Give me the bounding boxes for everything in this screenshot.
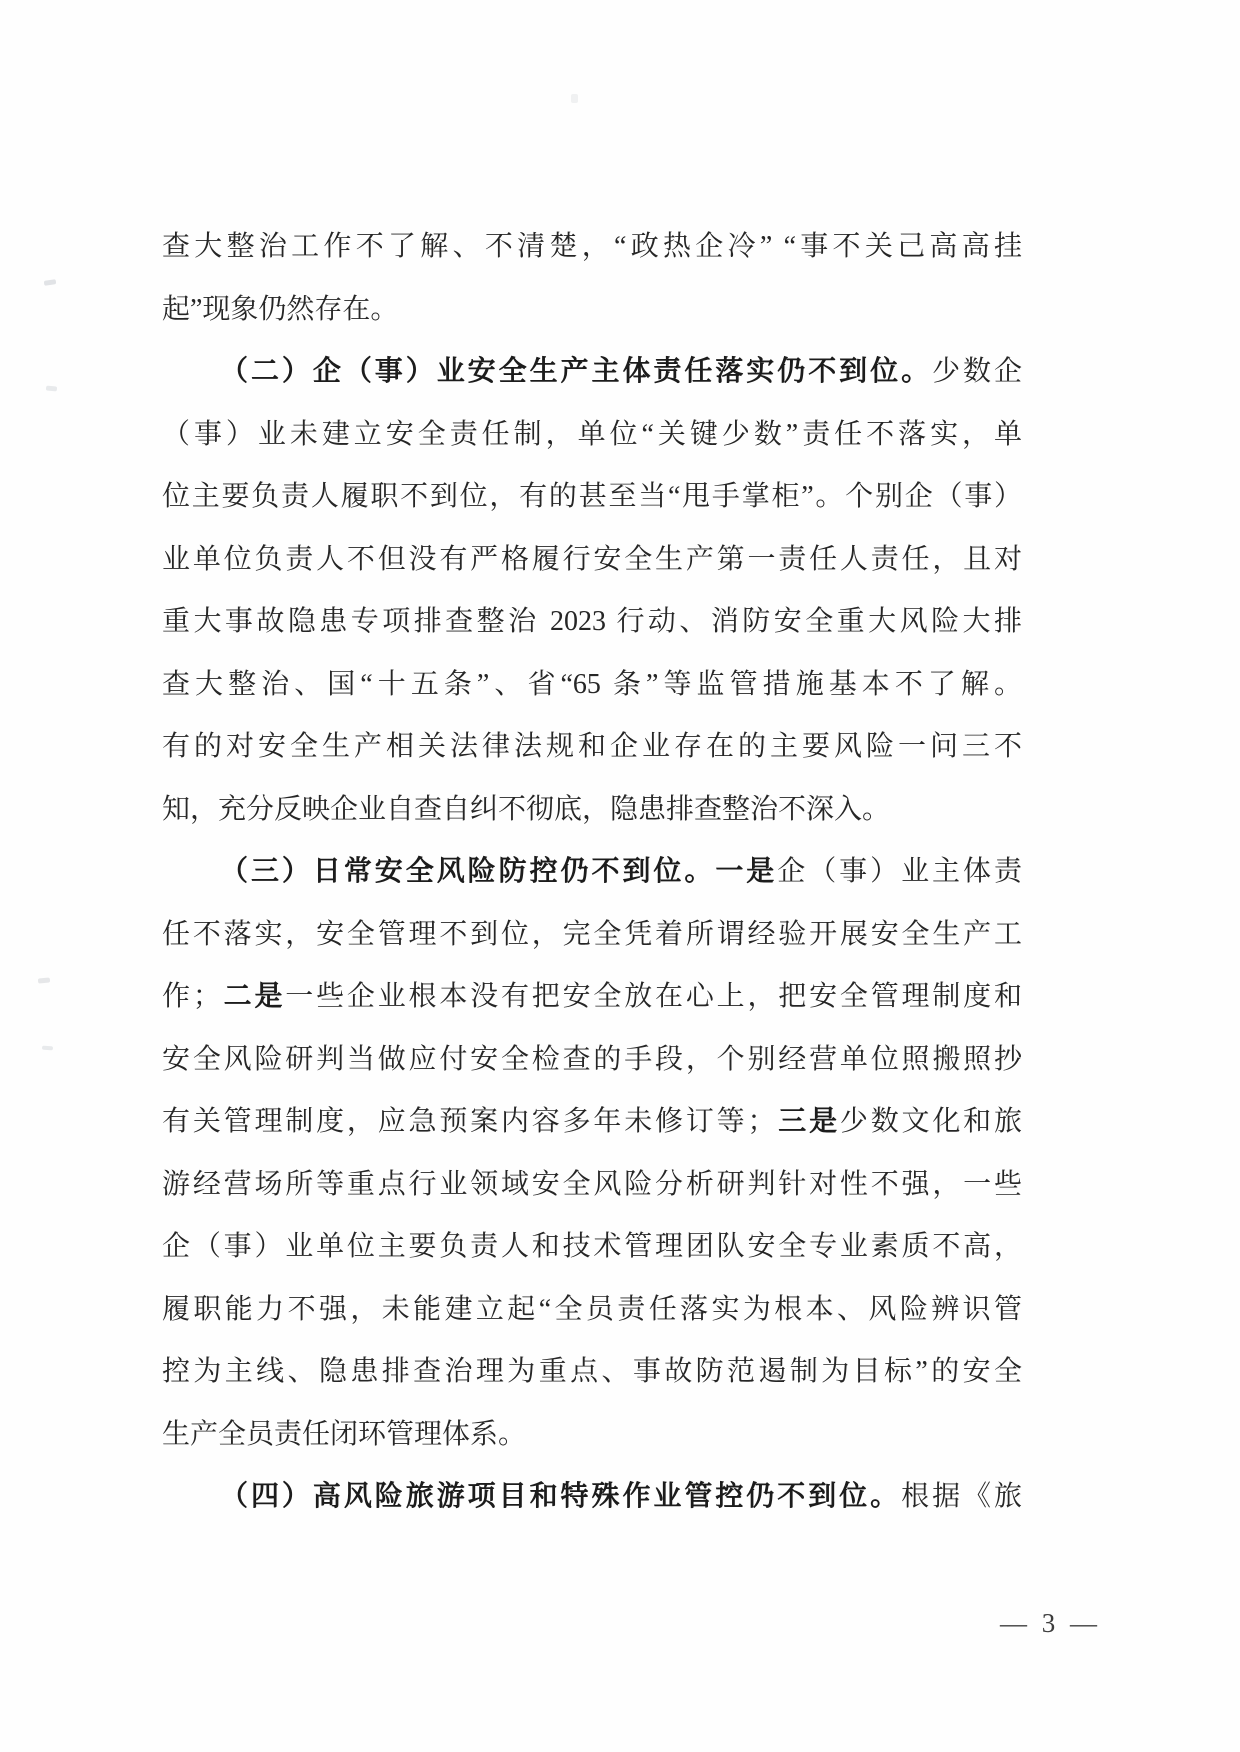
text-line: [162, 279, 1022, 342]
text-line: [162, 1154, 1022, 1217]
text-line: [162, 966, 1022, 1029]
body-text: 控为主线、隐患排查治理为重点、事故防范遏制为目标”的安全: [162, 1356, 1022, 1387]
text-line: [162, 1029, 1022, 1092]
body-text: 根据《旅: [901, 1481, 1022, 1512]
scan-artifact: [571, 94, 578, 103]
text-line: [162, 591, 1022, 654]
emphasis-text: （四）高风险旅游项目和特殊作业管控仍不到位。: [220, 1481, 902, 1512]
scan-artifact: [44, 279, 57, 286]
body-text: 游经营场所等重点行业领域安全风险分析研判针对性不强，一些: [162, 1168, 1022, 1200]
body-text: 重大事故隐患专项排查整治 2023 行动、消防安全重大风险大排: [162, 606, 1022, 637]
text-line: [162, 841, 1022, 904]
text-line: [162, 1466, 1022, 1529]
body-text: 一些企业根本没有把安全放在心上，把安全管理制度和: [285, 981, 1022, 1012]
page-number: — 3 —: [1000, 1608, 1101, 1638]
body-text: 作；: [162, 981, 221, 1012]
text-line: [162, 716, 1022, 779]
text-line: [162, 466, 1022, 529]
body-text: 知，充分反映企业自查自纠不彻底，隐患排查整治不深入。: [162, 793, 891, 825]
body-text: 有关管理制度，应急预案内容多年未修订等；: [162, 1106, 776, 1137]
body-text: 任不落实，安全管理不到位，完全凭着所谓经验开展安全生产工: [162, 918, 1022, 950]
scan-artifact: [42, 1046, 53, 1051]
body-text: 位主要负责人履职不到位，有的甚至当“甩手掌柜”。个别企（事）: [162, 481, 1022, 512]
text-line: [162, 529, 1022, 592]
body-text: 业单位负责人不但没有严格履行安全生产第一责任人责任，且对: [162, 543, 1022, 575]
text-line: [162, 1279, 1022, 1342]
scan-artifact: [38, 977, 50, 983]
text-line: [162, 1091, 1022, 1154]
body-text: 企（事）业单位主要负责人和技术管理团队安全专业素质不高，: [162, 1231, 1022, 1262]
body-text: 查大整治工作不了解、不清楚，“政热企冷” “事不关己高高挂: [162, 231, 1022, 262]
document-body: [162, 216, 1022, 1529]
text-line: [162, 1341, 1022, 1404]
text-line: [162, 1216, 1022, 1279]
body-text: 少数文化和旅: [839, 1106, 1022, 1137]
body-text: 查大整治、国“十五条”、省“65 条”等监管措施基本不了解。: [162, 668, 1022, 700]
emphasis-text: 二是: [220, 981, 286, 1012]
body-text: 起”现象仍然存在。: [162, 293, 399, 325]
text-line: [162, 904, 1022, 967]
body-text: 生产全员责任闭环管理体系。: [162, 1418, 527, 1450]
emphasis-text: 三是: [775, 1106, 840, 1137]
text-line: [162, 341, 1022, 404]
text-line: [162, 216, 1022, 279]
emphasis-text: （二）企（事）业安全生产主体责任落实仍不到位。: [220, 356, 933, 387]
emphasis-text: （三）日常安全风险防控仍不到位。: [220, 856, 716, 887]
text-line: [162, 1404, 1022, 1467]
text-line: [162, 654, 1022, 717]
body-text: 少数企: [932, 356, 1022, 387]
body-text: （事）业未建立安全责任制，单位“关键少数”责任不落实，单: [162, 418, 1022, 450]
body-text: 安全风险研判当做应付安全检查的手段，个别经营单位照搬照抄: [162, 1043, 1022, 1075]
emphasis-text: 一是: [715, 856, 778, 887]
body-text: 履职能力不强，未能建立起“全员责任落实为根本、风险辨识管: [162, 1293, 1022, 1325]
body-text: 企（事）业主体责: [777, 856, 1022, 887]
body-text: 有的对安全生产相关法律法规和企业存在的主要风险一问三不: [162, 731, 1022, 762]
text-line: [162, 779, 1022, 842]
text-line: [162, 404, 1022, 467]
scan-artifact: [46, 386, 57, 392]
